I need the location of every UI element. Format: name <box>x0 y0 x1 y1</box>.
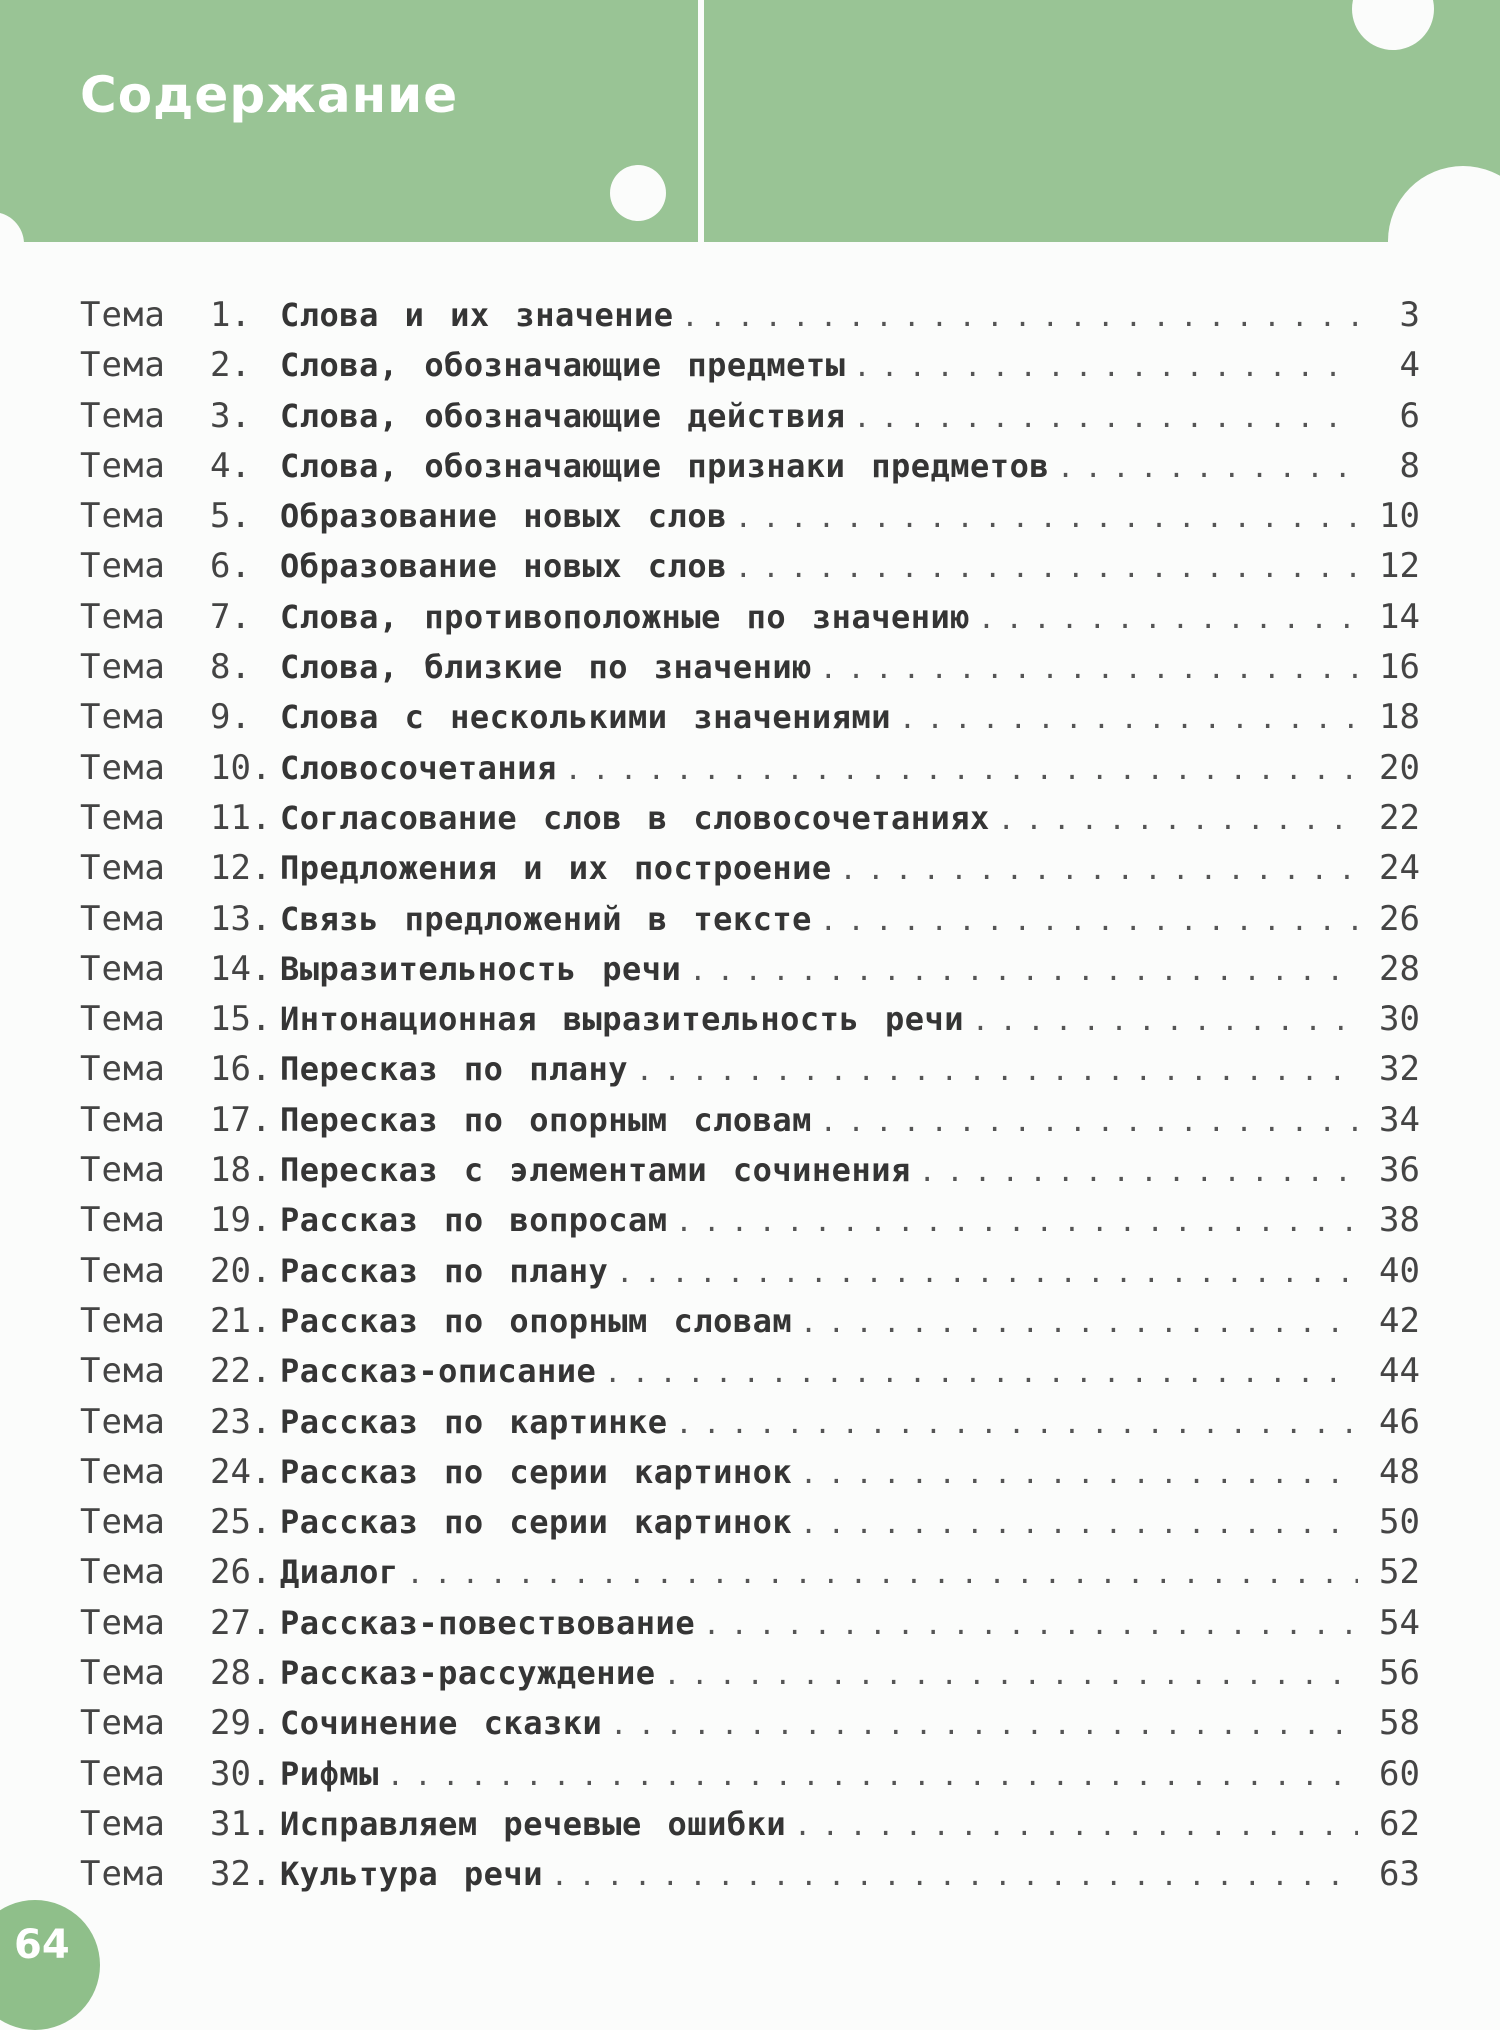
toc-entry <box>80 793 1420 843</box>
toc-entry <box>80 441 1420 491</box>
toc-dot-leader <box>565 745 1358 795</box>
header-divider <box>698 0 704 242</box>
decorative-circle <box>1352 0 1434 50</box>
toc-entry <box>80 1849 1420 1899</box>
toc-entry-title: Слова, близкие по значению <box>280 648 812 687</box>
toc-entry-title: Выразительность речи <box>280 949 682 988</box>
toc-entry <box>80 1698 1420 1748</box>
toc-entry-title: Связь предложений в тексте <box>280 899 812 938</box>
toc-entry-title: Слова, противоположные по значению <box>280 597 971 636</box>
toc-entry-label: Тема <box>80 999 166 1040</box>
toc-entry-title: Предложения и их построение <box>280 849 832 888</box>
toc-entry <box>80 743 1420 793</box>
toc-dot-leader <box>551 1851 1358 1901</box>
toc-entry-page: 52 <box>1379 1552 1420 1593</box>
toc-entry-number: 17. <box>210 1099 272 1140</box>
toc-entry-number: 28. <box>210 1653 272 1694</box>
toc-entry-label: Тема <box>80 1451 166 1492</box>
toc-entry-title: Рассказ-повествование <box>280 1603 696 1642</box>
toc-entry-label: Тема <box>80 1351 166 1392</box>
toc-entry <box>80 1749 1420 1799</box>
toc-entry-title: Согласование слов в словосочетаниях <box>280 798 990 837</box>
toc-entry <box>80 1044 1420 1094</box>
toc-entry-title: Интонационная выразительность речи <box>280 1000 965 1039</box>
toc-entry-number: 10. <box>210 747 272 788</box>
toc-entry-number: 13. <box>210 898 272 939</box>
toc-entry-label: Тема <box>80 395 166 436</box>
toc-entry-title: Слова, обозначающие предметы <box>280 346 846 385</box>
toc-entry <box>80 642 1420 692</box>
toc-dot-leader <box>853 393 1358 443</box>
toc-entry-label: Тема <box>80 1300 166 1341</box>
page-title: Содержание <box>80 66 459 124</box>
toc-entry-label: Тема <box>80 1049 166 1090</box>
toc-dot-leader <box>407 1549 1358 1599</box>
toc-entry-title: Рассказ-рассуждение <box>280 1654 656 1693</box>
toc-entry <box>80 1397 1420 1447</box>
toc-entry <box>80 592 1420 642</box>
toc-dot-leader <box>610 1700 1358 1750</box>
toc-entry-title: Рассказ по серии картинок <box>280 1452 793 1491</box>
toc-entry-page: 30 <box>1379 999 1420 1040</box>
toc-entry <box>80 541 1420 591</box>
toc-entry-page: 16 <box>1379 647 1420 688</box>
toc-entry-number: 3. <box>210 395 251 436</box>
toc-dot-leader <box>616 1248 1358 1298</box>
toc-entry-page: 3 <box>1399 295 1420 335</box>
toc-dot-leader <box>800 1449 1358 1499</box>
toc-dot-leader <box>735 543 1358 593</box>
toc-entry-number: 4. <box>210 445 251 486</box>
toc-entry-label: Тема <box>80 445 166 486</box>
toc-dot-leader <box>972 996 1358 1046</box>
toc-entry-label: Тема <box>80 1150 166 1191</box>
toc-entry-page: 28 <box>1379 948 1420 989</box>
toc-entry-number: 19. <box>210 1200 272 1241</box>
page-number: 64 <box>14 1922 70 1968</box>
toc-dot-leader <box>840 845 1358 895</box>
toc-entry-number: 11. <box>210 797 272 838</box>
toc-entry <box>80 1497 1420 1547</box>
toc-entry-title: Слова, обозначающие признаки предметов <box>280 446 1050 485</box>
toc-dot-leader <box>998 795 1358 845</box>
decorative-circle <box>1388 166 1500 242</box>
toc-entry-title: Пересказ по опорным словам <box>280 1100 812 1139</box>
toc-entry-title: Рассказ по вопросам <box>280 1201 668 1240</box>
toc-entry-title: Пересказ с элементами сочинения <box>280 1151 911 1190</box>
toc-entry-page: 22 <box>1379 797 1420 838</box>
toc-entry-number: 2. <box>210 345 251 386</box>
toc-dot-leader <box>689 946 1358 996</box>
toc-entry <box>80 340 1420 390</box>
toc-entry <box>80 1246 1420 1296</box>
toc-entry-title: Рассказ по плану <box>280 1251 609 1290</box>
toc-entry-label: Тема <box>80 697 166 738</box>
toc-dot-leader <box>853 342 1358 392</box>
toc-entry <box>80 290 1420 340</box>
toc-entry-number: 32. <box>210 1854 272 1895</box>
toc-entry-number: 27. <box>210 1602 272 1643</box>
toc-entry-label: Тема <box>80 1753 166 1794</box>
toc-entry-page: 48 <box>1379 1451 1420 1492</box>
toc-entry-page: 18 <box>1379 697 1420 738</box>
toc-entry-number: 24. <box>210 1451 272 1492</box>
toc-entry <box>80 1195 1420 1245</box>
toc-entry-number: 9. <box>210 697 251 738</box>
toc-entry-title: Слова, обозначающие действия <box>280 396 846 435</box>
toc-entry-label: Тема <box>80 546 166 587</box>
toc-entry-title: Диалог <box>280 1553 399 1592</box>
toc-entry-number: 29. <box>210 1703 272 1744</box>
toc-dot-leader <box>820 1097 1358 1147</box>
toc-entry-title: Рассказ по картинке <box>280 1402 668 1441</box>
toc-entry-number: 31. <box>210 1803 272 1844</box>
toc-dot-leader <box>703 1600 1358 1650</box>
toc-entry-page: 6 <box>1399 395 1420 436</box>
toc-entry <box>80 894 1420 944</box>
toc-entry-title: Словосочетания <box>280 748 557 787</box>
toc-entry-page: 14 <box>1379 596 1420 637</box>
toc-entry-page: 34 <box>1379 1099 1420 1140</box>
toc-entry <box>80 692 1420 742</box>
toc-entry-page: 62 <box>1379 1803 1420 1844</box>
table-of-contents <box>80 290 1420 1900</box>
toc-entry-page: 56 <box>1379 1653 1420 1694</box>
toc-entry-title: Образование новых слов <box>280 497 727 536</box>
toc-entry-label: Тема <box>80 1703 166 1744</box>
toc-entry-title: Рассказ по опорным словам <box>280 1301 793 1340</box>
toc-entry-title: Исправляем речевые ошибки <box>280 1804 787 1843</box>
toc-entry-page: 36 <box>1379 1150 1420 1191</box>
toc-entry-label: Тема <box>80 1502 166 1543</box>
toc-dot-leader <box>387 1751 1358 1801</box>
toc-dot-leader <box>735 493 1358 543</box>
toc-entry-page: 46 <box>1379 1401 1420 1442</box>
toc-entry <box>80 944 1420 994</box>
toc-entry-title: Пересказ по плану <box>280 1050 629 1089</box>
toc-dot-leader <box>682 292 1358 342</box>
toc-dot-leader <box>636 1046 1358 1096</box>
toc-entry-title: Сочинение сказки <box>280 1704 603 1743</box>
toc-entry-page: 42 <box>1379 1300 1420 1341</box>
toc-entry-label: Тема <box>80 848 166 889</box>
toc-entry-title: Слова с несколькими значениями <box>280 698 891 737</box>
toc-entry <box>80 1447 1420 1497</box>
toc-entry-page: 50 <box>1379 1502 1420 1543</box>
toc-entry-label: Тема <box>80 1200 166 1241</box>
toc-entry <box>80 1648 1420 1698</box>
toc-dot-leader <box>676 1399 1358 1449</box>
toc-entry-label: Тема <box>80 1401 166 1442</box>
toc-dot-leader <box>664 1650 1358 1700</box>
toc-entry <box>80 843 1420 893</box>
toc-entry-page: 8 <box>1399 445 1420 486</box>
toc-entry <box>80 1145 1420 1195</box>
toc-entry-label: Тема <box>80 1552 166 1593</box>
toc-entry-label: Тема <box>80 1602 166 1643</box>
toc-entry-label: Тема <box>80 1854 166 1895</box>
toc-entry-title: Культура речи <box>280 1855 543 1894</box>
toc-entry-number: 23. <box>210 1401 272 1442</box>
toc-entry-number: 6. <box>210 546 251 587</box>
toc-entry-page: 54 <box>1379 1602 1420 1643</box>
toc-entry-page: 63 <box>1379 1854 1420 1895</box>
toc-entry-number: 26. <box>210 1552 272 1593</box>
toc-entry-label: Тема <box>80 948 166 989</box>
toc-entry-label: Тема <box>80 1803 166 1844</box>
toc-entry-page: 32 <box>1379 1049 1420 1090</box>
toc-entry-label: Тема <box>80 898 166 939</box>
toc-entry-title: Рассказ по серии картинок <box>280 1503 793 1542</box>
decorative-circle <box>0 212 24 242</box>
toc-entry-page: 4 <box>1399 345 1420 386</box>
toc-entry <box>80 1598 1420 1648</box>
toc-entry-label: Тема <box>80 496 166 537</box>
toc-entry-page: 40 <box>1379 1250 1420 1291</box>
toc-entry-label: Тема <box>80 596 166 637</box>
toc-entry-title: Слова и их значение <box>280 296 674 334</box>
toc-entry-label: Тема <box>80 1250 166 1291</box>
toc-entry-number: 14. <box>210 948 272 989</box>
toc-entry-page: 20 <box>1379 747 1420 788</box>
toc-dot-leader <box>794 1801 1358 1851</box>
toc-entry-number: 15. <box>210 999 272 1040</box>
toc-entry <box>80 1547 1420 1597</box>
toc-entry-page: 60 <box>1379 1753 1420 1794</box>
toc-entry-number: 7. <box>210 596 251 637</box>
toc-entry-label: Тема <box>80 345 166 386</box>
toc-entry-number: 30. <box>210 1753 272 1794</box>
toc-entry-label: Тема <box>80 1099 166 1140</box>
toc-entry-page: 10 <box>1379 496 1420 537</box>
toc-entry-number: 22. <box>210 1351 272 1392</box>
toc-entry-number: 5. <box>210 496 251 537</box>
toc-dot-leader <box>820 644 1358 694</box>
toc-entry <box>80 994 1420 1044</box>
toc-dot-leader <box>800 1499 1358 1549</box>
toc-entry-title: Образование новых слов <box>280 547 727 586</box>
toc-entry-page: 12 <box>1379 546 1420 587</box>
toc-entry-label: Тема <box>80 1653 166 1694</box>
toc-entry-number: 1. <box>210 295 251 335</box>
decorative-circle <box>610 165 666 221</box>
toc-entry <box>80 1799 1420 1849</box>
toc-entry <box>80 1346 1420 1396</box>
toc-dot-leader <box>1057 443 1358 493</box>
header-band <box>0 0 1500 242</box>
toc-entry-title: Рифмы <box>280 1754 379 1793</box>
toc-entry-number: 21. <box>210 1300 272 1341</box>
toc-entry-page: 44 <box>1379 1351 1420 1392</box>
toc-entry-label: Тема <box>80 747 166 788</box>
toc-entry-number: 18. <box>210 1150 272 1191</box>
toc-entry <box>80 1095 1420 1145</box>
toc-entry-page: 38 <box>1379 1200 1420 1241</box>
toc-entry-number: 20. <box>210 1250 272 1291</box>
toc-dot-leader <box>676 1197 1358 1247</box>
toc-entry-number: 25. <box>210 1502 272 1543</box>
toc-entry-number: 16. <box>210 1049 272 1090</box>
toc-dot-leader <box>978 594 1358 644</box>
toc-entry-page: 26 <box>1379 898 1420 939</box>
toc-entry-page: 58 <box>1379 1703 1420 1744</box>
toc-dot-leader <box>919 1147 1358 1197</box>
toc-entry-page: 24 <box>1379 848 1420 889</box>
toc-entry-number: 12. <box>210 848 272 889</box>
toc-entry-title: Рассказ-описание <box>280 1352 597 1391</box>
toc-dot-leader <box>899 694 1358 744</box>
toc-entry <box>80 391 1420 441</box>
toc-entry-label: Тема <box>80 295 166 335</box>
toc-entry-label: Тема <box>80 797 166 838</box>
toc-entry-label: Тема <box>80 647 166 688</box>
toc-dot-leader <box>800 1298 1358 1348</box>
toc-entry <box>80 1296 1420 1346</box>
toc-dot-leader <box>820 896 1358 946</box>
toc-dot-leader <box>604 1348 1358 1398</box>
toc-entry-number: 8. <box>210 647 251 688</box>
toc-entry <box>80 491 1420 541</box>
